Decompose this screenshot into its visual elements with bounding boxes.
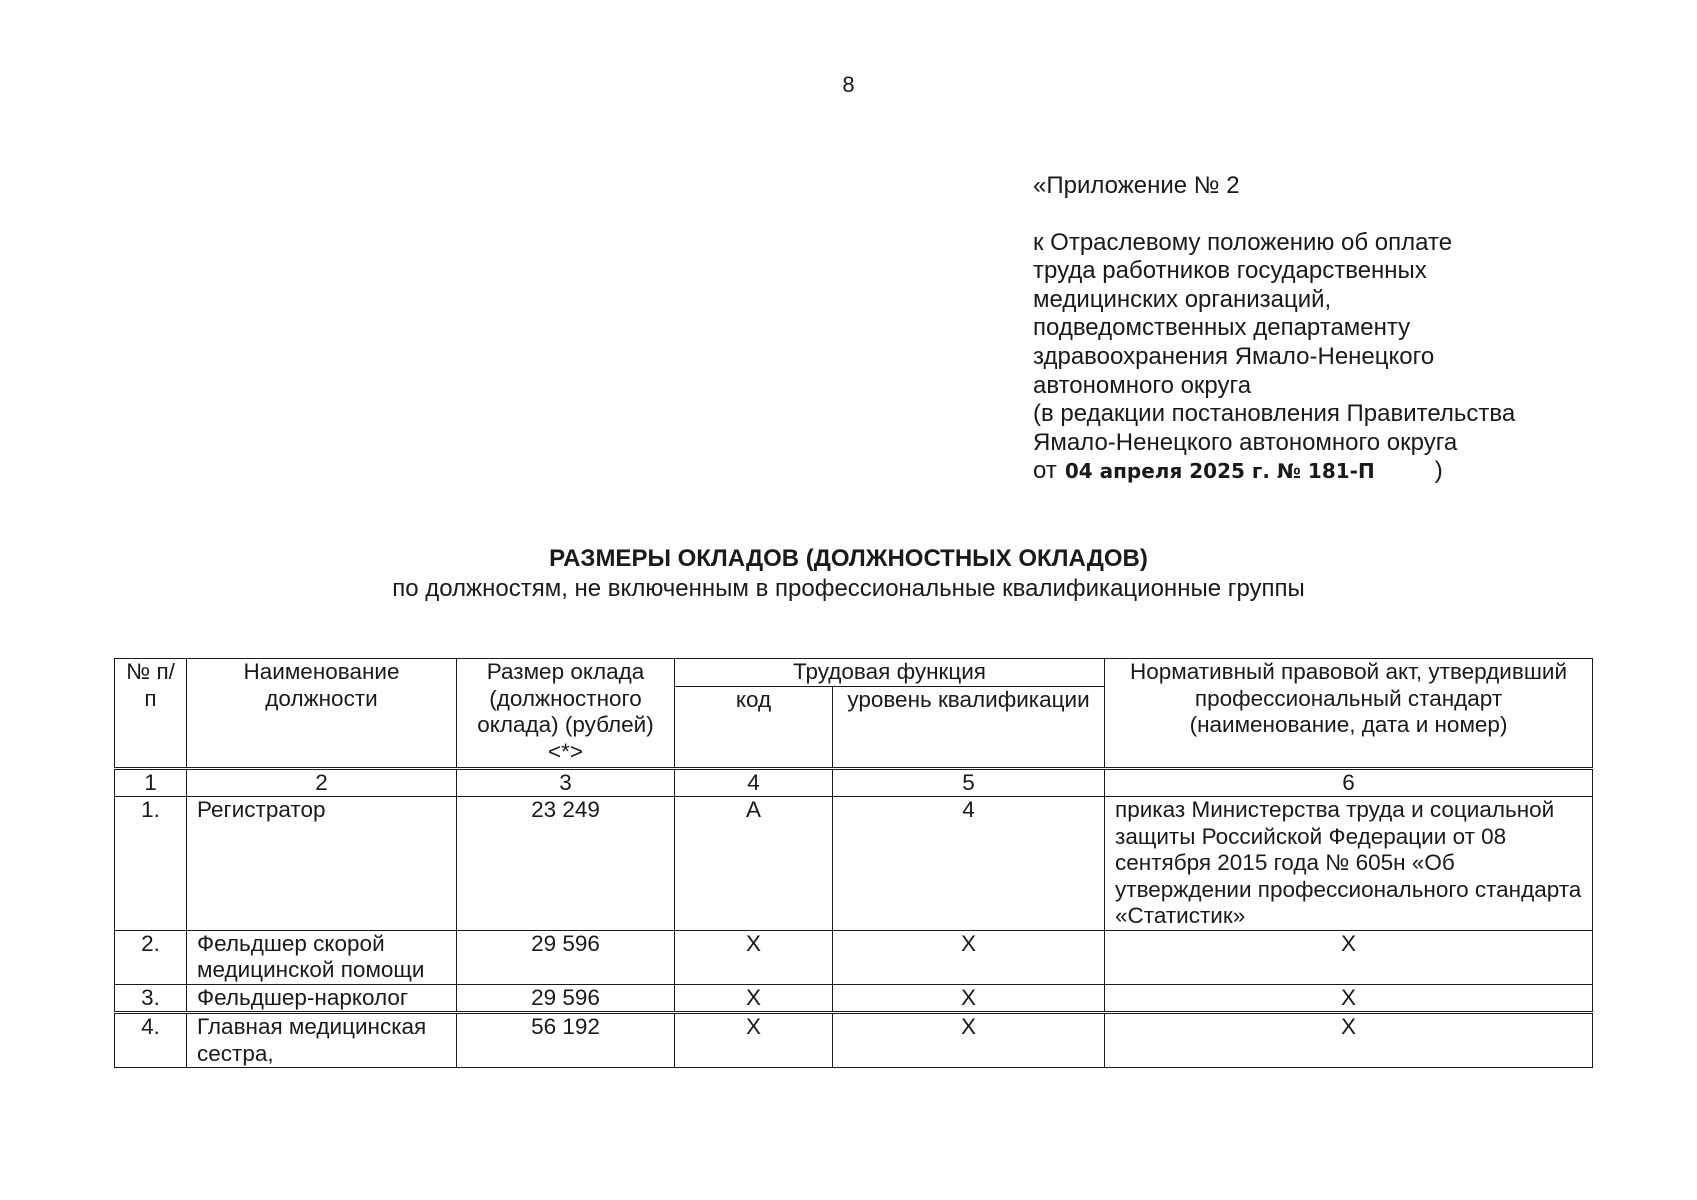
row-num: 1. [115, 797, 187, 931]
table-row [115, 797, 1593, 931]
row-salary: 29 596 [457, 930, 675, 984]
row-position: Главная медицинская сестра, [187, 1013, 457, 1068]
date-suffix: ) [1434, 457, 1443, 485]
row-position: Фельдшер скорой медицинской помощи [187, 930, 457, 984]
appendix-line: медицинских организаций, [1033, 285, 1332, 313]
row-salary: 23 249 [457, 797, 675, 931]
row-act: Х [1105, 984, 1593, 1013]
row-act: Х [1105, 1013, 1593, 1068]
row-num: 2. [115, 930, 187, 984]
row-code: А [675, 797, 833, 931]
table-row [115, 1013, 1593, 1068]
header-code: код [675, 686, 833, 768]
appendix-heading: «Приложение № 2 [1033, 172, 1240, 199]
header-row [115, 659, 1593, 687]
appendix-line: (в редакции постановления Правительства [1033, 400, 1516, 428]
header-position: Наименование должности [187, 659, 457, 769]
salary-table [114, 658, 1593, 1068]
row-code: Х [675, 1013, 833, 1068]
appendix-line: здравоохранения Ямало-Ненецкого [1033, 342, 1435, 370]
appendix-line: к Отраслевому положению об оплате [1033, 228, 1453, 256]
row-level: 4 [833, 797, 1105, 931]
header-salary: Размер оклада (должностного оклада) (рублей) <*> [457, 659, 675, 769]
row-salary: 29 596 [457, 984, 675, 1013]
resolution-date: 04 апреля 2025 г. № 181-П [1064, 459, 1375, 484]
appendix-line: труда работников государственных [1033, 257, 1427, 285]
appendix-line: автономного округа [1033, 371, 1252, 399]
appendix-block [1033, 172, 1653, 486]
column-number: 2 [187, 768, 457, 797]
row-num: 3. [115, 984, 187, 1013]
column-number: 3 [457, 768, 675, 797]
header-level: уровень квалификации [833, 686, 1105, 768]
appendix-line: Ямало-Ненецкого автономного округа [1033, 428, 1458, 456]
appendix-line: подведомственных департаменту [1033, 314, 1411, 342]
row-salary: 56 192 [457, 1013, 675, 1068]
header-num: № п/п [115, 659, 187, 769]
column-number: 6 [1105, 768, 1593, 797]
row-act: приказ Министерства труда и социальной защиты Российской Федерации от 08 сентября 2015 года № 605н «Об утверждении профессионального стандарта «Статистик» [1105, 797, 1593, 931]
date-prefix: от [1033, 457, 1057, 485]
column-number-row [115, 768, 1593, 797]
column-number: 5 [833, 768, 1105, 797]
header-act: Нормативный правовой акт, утвердивший профессиональный стандарт (наименование, дата и номер) [1105, 659, 1593, 769]
row-num: 4. [115, 1013, 187, 1068]
table-row [115, 984, 1593, 1013]
row-act: Х [1105, 930, 1593, 984]
row-code: Х [675, 930, 833, 984]
row-level: Х [833, 1013, 1105, 1068]
document-title: РАЗМЕРЫ ОКЛАДОВ (ДОЛЖНОСТНЫХ ОКЛАДОВ) [549, 545, 1148, 572]
row-level: Х [833, 984, 1105, 1013]
row-code: Х [675, 984, 833, 1013]
row-position: Фельдшер-нарколог [187, 984, 457, 1013]
header-labor-function: Трудовая функция [675, 659, 1105, 687]
page-number: 8 [842, 72, 855, 97]
column-number: 1 [115, 768, 187, 797]
table-row [115, 930, 1593, 984]
document-subtitle: по должностям, не включенным в профессиональные квалификационные группы [392, 575, 1305, 602]
column-number: 4 [675, 768, 833, 797]
row-level: Х [833, 930, 1105, 984]
row-position: Регистратор [187, 797, 457, 931]
appendix-date-line [1033, 457, 1653, 486]
